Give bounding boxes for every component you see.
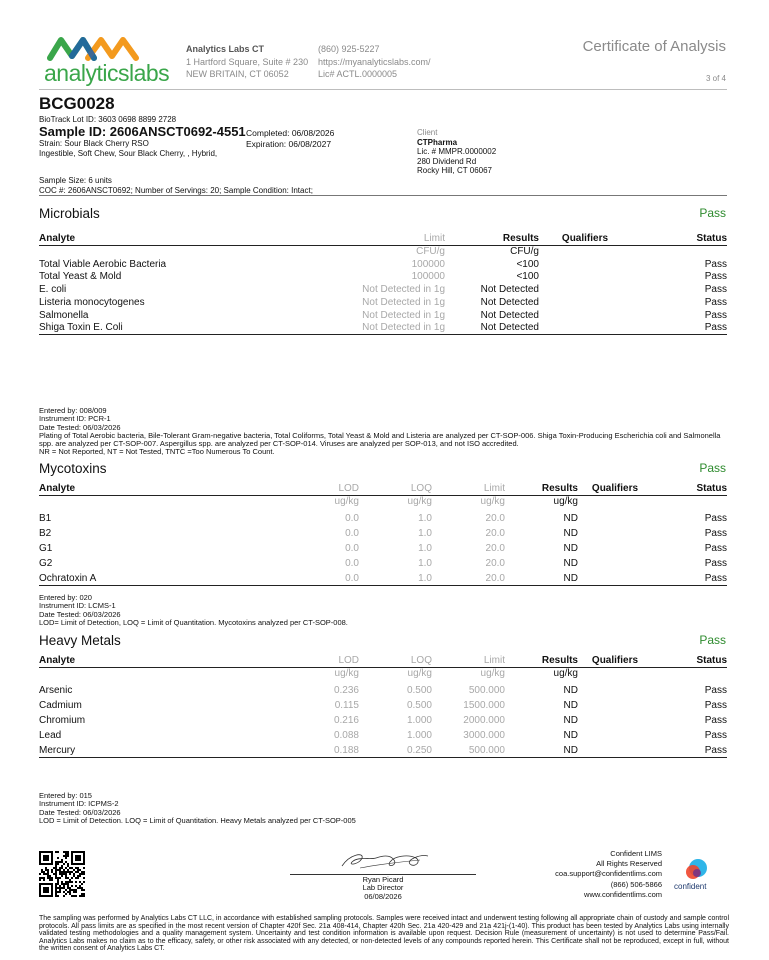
table-row xyxy=(39,309,727,322)
confident-rights: All Rights Reserved xyxy=(596,859,662,869)
document-title: Certificate of Analysis xyxy=(582,38,726,55)
table-row xyxy=(39,271,727,284)
loq-value: 1.0 xyxy=(418,512,432,524)
col-status: Status xyxy=(631,232,727,245)
qualifier-value xyxy=(539,283,631,296)
loq-unit: ug/kg xyxy=(407,496,432,508)
col-lod: LOD xyxy=(289,654,359,667)
limit-value: 3000.000 xyxy=(463,729,505,741)
limit-value: Not Detected in 1g xyxy=(362,297,445,309)
lod-value: 0.188 xyxy=(289,743,359,758)
sample-matrix: Ingestible, Soft Chew, Sour Black Cherry, , Hybrid, xyxy=(39,148,218,158)
sample-size-info xyxy=(39,176,313,195)
heavy-metals-status: Pass xyxy=(699,633,726,647)
analyte-name: Mercury xyxy=(39,743,289,758)
confident-logo-text: confident xyxy=(674,882,707,891)
limit-value: 500.000 xyxy=(432,743,505,758)
limit-value: Not Detected in 1g xyxy=(362,309,445,321)
note-line: Date Tested: 06/03/2026 xyxy=(39,422,121,432)
limit-value: 100000 xyxy=(411,271,445,283)
microbials-status: Pass xyxy=(699,206,726,220)
result-value: ND xyxy=(563,684,578,696)
result-value: Not Detected xyxy=(480,284,539,296)
status-value: Pass xyxy=(704,714,727,726)
table-row xyxy=(39,541,727,556)
col-limit: Limit xyxy=(432,482,505,495)
heavy-metals-notes xyxy=(39,792,729,825)
lab-website-link[interactable]: https://myanalyticslabs.com/ xyxy=(318,56,431,67)
analyte-name: Shiga Toxin E. Coli xyxy=(39,322,279,335)
note-line: Instrument ID: ICPMS-2 xyxy=(39,799,119,809)
result-value: ND xyxy=(563,729,578,741)
qualifier-value xyxy=(578,683,652,698)
limit-value: 20.0 xyxy=(485,527,505,539)
heavy-metals-header-row xyxy=(39,654,727,667)
limit-value: Not Detected in 1g xyxy=(362,284,445,296)
biotrack-lot-id: BioTrack Lot ID: 3603 0698 8899 2728 xyxy=(39,115,177,124)
results-unit: CFU/g xyxy=(510,246,539,258)
signature-icon xyxy=(290,850,476,874)
note-line: LOD = Limit of Detection. LOQ = Limit of Quantitation. Heavy Metals analyzed per CT-SOP-005 xyxy=(39,815,356,825)
status-value: Pass xyxy=(704,297,727,309)
legal-disclaimer: The sampling was performed by Analytics Labs CT LLC, in accordance with established sampling protocols. Samples were received intact and underwent testing following all appropriate chain of custody and sample control protocols. All pass limits are as specified in the most recent version of Chapter 420f Sec. 21a 408-414, Chapter 420h Sec. 21a 420-429 and 21a 421j-(1-40). This product has been tested by Analytics Labs using internally validated testing methodologies and a quality management system. Uncertainty and test condition information is available upon request. Decision Rule (measurement of uncertainty) is not used to determine Pass/Fail. Analytics Labs makes no claim as to the efficacy, safety, or other risk associated with any detected, or non-detected levels of any compounds reported herein. This Certificate shall not be reproduced, except in full, without the written consent of Analytics Labs CT. xyxy=(39,915,729,953)
limit-value: 2000.000 xyxy=(463,714,505,726)
note-line: LOD= Limit of Detection, LOQ = Limit of Quantitation. Mycotoxins analyzed per CT-SOP-008. xyxy=(39,617,348,627)
limit-value: 20.0 xyxy=(485,542,505,554)
note-line: NR = Not Reported, NT = Not Tested, TNTC =Too Numerous To Count. xyxy=(39,447,275,457)
table-row xyxy=(39,713,727,728)
sample-dates xyxy=(246,128,334,149)
status-value: Pass xyxy=(631,322,727,335)
sample-divider xyxy=(39,195,727,196)
limit-value: 20.0 xyxy=(432,571,505,586)
heavy-metals-table xyxy=(39,654,727,758)
loq-value: 1.000 xyxy=(406,729,432,741)
table-row xyxy=(39,556,727,571)
note-line: Plating of Total Aerobic bacteria, Bile-Tolerant Gram-negative bacteria, Total Coliforms, Total Yeast & Mold and Listeria are analyzed per CT-SOP-006. Shiga Toxin-Producing Escherichia coli and Salmonella spp. are analyzed per CT-SOP-007. Aspergillus spp. are analyzed per CT-SOP-014. Viruses are analyzed per SOP-013, and not ISO accredited. xyxy=(39,430,721,449)
lab-info xyxy=(186,43,308,81)
status-value: Pass xyxy=(704,557,727,569)
lod-value: 0.088 xyxy=(333,729,359,741)
note-line: Date Tested: 06/03/2026 xyxy=(39,807,121,817)
col-analyte: Analyte xyxy=(39,654,289,667)
analyte-name: Listeria monocytogenes xyxy=(39,297,145,309)
result-value: <100 xyxy=(516,258,539,270)
lod-value: 0.115 xyxy=(334,699,359,711)
client-license: Lic. # MMPR.0000002 xyxy=(417,147,497,156)
result-value: Not Detected xyxy=(445,322,539,335)
lod-value: 0.236 xyxy=(333,684,359,696)
loq-value: 0.500 xyxy=(406,699,432,711)
limit-value: 1500.000 xyxy=(463,699,505,711)
sample-strain xyxy=(39,139,217,158)
completed-date: Completed: 06/08/2026 xyxy=(246,128,335,138)
table-row xyxy=(39,728,727,743)
lod-unit: ug/kg xyxy=(334,668,359,680)
qualifier-value xyxy=(539,258,631,271)
sample-code: BCG0028 xyxy=(39,94,115,113)
analyte-name: Cadmium xyxy=(39,699,82,711)
qualifier-value xyxy=(539,309,631,322)
qualifier-value xyxy=(578,526,652,541)
lod-value: 0.0 xyxy=(345,512,359,524)
status-value: Pass xyxy=(704,729,727,741)
lod-value: 0.216 xyxy=(333,714,359,726)
result-value: ND xyxy=(563,542,578,554)
table-row xyxy=(39,743,727,758)
status-value: Pass xyxy=(704,284,727,296)
confident-website-link[interactable]: www.confidentlims.com xyxy=(584,889,662,899)
table-row xyxy=(39,283,727,296)
qualifier-value xyxy=(539,322,631,335)
limit-unit: CFU/g xyxy=(416,246,445,258)
client-address-line2: Rocky Hill, CT 06067 xyxy=(417,166,492,175)
mycotoxins-status: Pass xyxy=(699,461,726,475)
lod-value: 0.0 xyxy=(345,542,359,554)
qualifier-value xyxy=(539,296,631,309)
analyte-name: G2 xyxy=(39,557,53,569)
microbials-notes xyxy=(39,407,729,457)
results-unit: ug/kg xyxy=(553,668,578,680)
note-line: Date Tested: 06/03/2026 xyxy=(39,609,121,619)
result-value: ND xyxy=(563,714,578,726)
col-limit: Limit xyxy=(432,654,505,667)
table-row xyxy=(39,322,727,335)
loq-unit: ug/kg xyxy=(407,668,432,680)
note-line: Entered by: 008/009 xyxy=(39,406,107,415)
result-value: ND xyxy=(563,512,578,524)
lod-value: 0.0 xyxy=(289,571,359,586)
sample-id: Sample ID: 2606ANSCT0692-4551 xyxy=(39,124,246,139)
status-value: Pass xyxy=(704,542,727,554)
confident-phone: (866) 506-5866 xyxy=(610,879,662,889)
units-row xyxy=(39,245,727,258)
mycotoxins-title: Mycotoxins xyxy=(39,461,107,476)
note-line: Instrument ID: PCR-1 xyxy=(39,414,111,424)
analytics-labs-logo xyxy=(44,34,170,90)
note-line: Instrument ID: LCMS-1 xyxy=(39,601,116,611)
lod-value: 0.0 xyxy=(345,527,359,539)
loq-value: 0.250 xyxy=(359,743,432,758)
page-number: 3 of 4 xyxy=(705,74,726,83)
qualifier-value xyxy=(578,743,652,758)
col-results: Results xyxy=(445,232,539,245)
signer-name: Ryan Picard xyxy=(362,875,404,884)
status-value: Pass xyxy=(704,512,727,524)
strain-name: Strain: Sour Black Cherry RSO xyxy=(39,139,149,148)
status-value: Pass xyxy=(652,571,727,586)
qualifier-value xyxy=(578,556,652,571)
signer-title: Lab Director xyxy=(362,883,404,893)
qr-code-icon[interactable] xyxy=(39,851,85,897)
limit-value: 20.0 xyxy=(485,557,505,569)
loq-value: 0.500 xyxy=(406,684,432,696)
col-limit: Limit xyxy=(279,232,445,245)
microbials-header-row xyxy=(39,232,727,245)
signature-block xyxy=(290,850,476,901)
signer-info xyxy=(290,876,476,901)
result-value: Not Detected xyxy=(480,309,539,321)
table-row xyxy=(39,571,727,586)
col-analyte: Analyte xyxy=(39,482,289,495)
limit-unit: ug/kg xyxy=(480,668,505,680)
result-value: ND xyxy=(563,699,578,711)
qualifier-value xyxy=(539,271,631,284)
status-value: Pass xyxy=(704,699,727,711)
note-line: Entered by: 015 xyxy=(39,791,92,800)
lab-address-line2: NEW BRITAIN, CT 06052 xyxy=(186,69,289,79)
units-row xyxy=(39,495,727,508)
qualifier-value xyxy=(578,698,652,713)
heavy-metals-title: Heavy Metals xyxy=(39,633,121,648)
col-status: Status xyxy=(652,654,727,667)
col-analyte: Analyte xyxy=(39,232,279,245)
limit-value: 500.000 xyxy=(468,684,505,696)
col-loq: LOQ xyxy=(359,482,432,495)
analyte-name: E. coli xyxy=(39,284,67,296)
limit-value: Not Detected in 1g xyxy=(279,322,445,335)
loq-value: 1.0 xyxy=(359,571,432,586)
qr-code-graphic xyxy=(39,851,85,897)
analyte-name: Salmonella xyxy=(39,309,89,321)
lab-phone: (860) 925-5227 xyxy=(318,44,380,54)
analyte-name: Total Viable Aerobic Bacteria xyxy=(39,258,167,270)
table-row xyxy=(39,258,727,271)
result-value: ND xyxy=(563,527,578,539)
limit-value: 100000 xyxy=(411,258,445,270)
col-status: Status xyxy=(652,482,727,495)
table-row xyxy=(39,296,727,309)
analyte-name: Lead xyxy=(39,729,62,741)
analyte-name: Chromium xyxy=(39,714,86,726)
result-value: ND xyxy=(505,743,578,758)
expiration-date: Expiration: 06/08/2027 xyxy=(246,138,332,149)
col-qualifiers: Qualifiers xyxy=(578,654,652,667)
result-value: ND xyxy=(505,571,578,586)
analyte-name: Ochratoxin A xyxy=(39,571,289,586)
confident-email-link[interactable]: coa.support@confidentlims.com xyxy=(555,869,662,879)
results-unit: ug/kg xyxy=(553,496,578,508)
lab-license: Lic# ACTL.0000005 xyxy=(318,69,398,79)
loq-value: 1.000 xyxy=(406,714,432,726)
confident-lims-info xyxy=(555,849,662,900)
signer-date: 06/08/2026 xyxy=(364,891,402,901)
limit-unit: ug/kg xyxy=(480,496,505,508)
result-value: <100 xyxy=(516,271,539,283)
confident-logo xyxy=(676,858,718,892)
table-row xyxy=(39,511,727,526)
col-results: Results xyxy=(505,482,578,495)
confident-name: Confident LIMS xyxy=(610,849,662,858)
mycotoxins-header-row xyxy=(39,482,727,495)
lod-unit: ug/kg xyxy=(334,496,359,508)
qualifier-value xyxy=(578,571,652,586)
loq-value: 1.0 xyxy=(418,557,432,569)
result-value: Not Detected xyxy=(480,297,539,309)
lab-contact xyxy=(318,43,431,81)
loq-value: 1.0 xyxy=(418,527,432,539)
client-name: CTPharma xyxy=(417,137,458,147)
microbials-table xyxy=(39,232,727,335)
analyte-name: G1 xyxy=(39,542,53,554)
col-qualifiers: Qualifiers xyxy=(539,232,631,245)
col-loq: LOQ xyxy=(359,654,432,667)
client-address-line1: 280 Dividend Rd xyxy=(417,156,477,166)
status-value: Pass xyxy=(652,743,727,758)
table-row xyxy=(39,526,727,541)
client-label: Client xyxy=(417,128,438,137)
lab-name: Analytics Labs CT xyxy=(186,44,265,54)
analyte-name: B1 xyxy=(39,512,52,524)
table-row xyxy=(39,683,727,698)
limit-value: 20.0 xyxy=(485,512,505,524)
mycotoxins-notes xyxy=(39,594,729,627)
logo-mountains-icon xyxy=(44,34,144,62)
client-info xyxy=(417,128,496,176)
microbials-title: Microbials xyxy=(39,206,100,221)
col-qualifiers: Qualifiers xyxy=(578,482,652,495)
note-line: Entered by: 020 xyxy=(39,593,92,602)
analyte-name: B2 xyxy=(39,527,52,539)
lab-address-line1: 1 Hartford Square, Suite # 230 xyxy=(186,56,309,67)
sample-size: Sample Size: 6 units xyxy=(39,176,112,185)
result-value: ND xyxy=(563,557,578,569)
status-value: Pass xyxy=(704,309,727,321)
confident-logo-icon xyxy=(676,858,718,882)
logo-wordmark: analyticslabs xyxy=(44,60,170,86)
analyte-name: Total Yeast & Mold xyxy=(39,271,122,283)
header-divider xyxy=(39,89,727,90)
status-value: Pass xyxy=(704,684,727,696)
qualifier-value xyxy=(578,728,652,743)
table-row xyxy=(39,698,727,713)
units-row xyxy=(39,667,727,680)
qualifier-value xyxy=(578,541,652,556)
col-results: Results xyxy=(505,654,578,667)
status-value: Pass xyxy=(704,271,727,283)
status-value: Pass xyxy=(704,258,727,270)
status-value: Pass xyxy=(704,527,727,539)
qualifier-value xyxy=(578,511,652,526)
loq-value: 1.0 xyxy=(418,542,432,554)
lod-value: 0.0 xyxy=(345,557,359,569)
mycotoxins-table xyxy=(39,482,727,586)
coc-info: COC #: 2606ANSCT0692; Number of Servings: 20; Sample Condition: Intact; xyxy=(39,185,313,195)
col-lod: LOD xyxy=(289,482,359,495)
analyte-name: Arsenic xyxy=(39,684,73,696)
qualifier-value xyxy=(578,713,652,728)
